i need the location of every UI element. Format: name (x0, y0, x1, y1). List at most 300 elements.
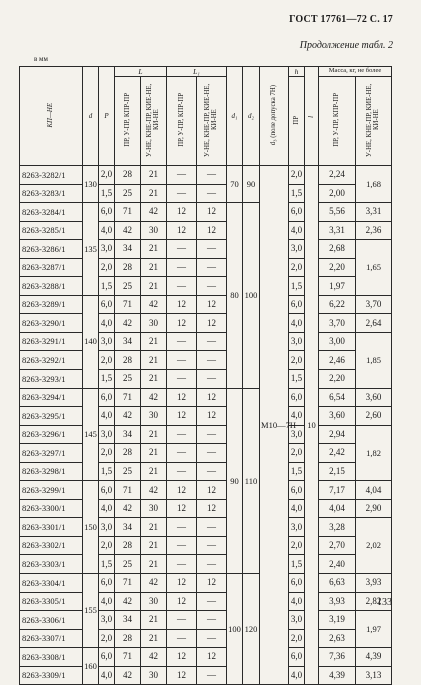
length-l1-pr: 12 (167, 592, 197, 611)
pitch-p: 2,0 (99, 629, 115, 648)
mass-ne-subheader: У-НЕ, КНЕ-ПР, КИЕ-НЕ, КИ-НЕ (356, 77, 392, 166)
length-l1-pr: 12 (167, 221, 197, 240)
mass-ne: 3,70 (356, 295, 392, 314)
mass-ne: 1,97 (356, 611, 392, 648)
col-kod-header: КП—НЕ (20, 67, 83, 166)
length-l1-pr: — (167, 555, 197, 574)
pitch-p: 1,5 (99, 370, 115, 389)
col-l-header: L (115, 67, 167, 77)
length-l-ne: 21 (141, 629, 167, 648)
mass-ne: 2,64 (356, 314, 392, 333)
pitch-p: 3,0 (99, 240, 115, 259)
col-mass-header: Масса, кг, не более (319, 67, 392, 77)
mass-pr: 2,46 (319, 351, 356, 370)
length-l-ne: 42 (141, 203, 167, 222)
gauge-spec-table (19, 66, 392, 685)
table-row (20, 574, 392, 593)
length-l-ne: 21 (141, 611, 167, 630)
mass-pr: 7,36 (319, 648, 356, 667)
pitch-p: 6,0 (99, 388, 115, 407)
length-l1-pr: — (167, 518, 197, 537)
gauge-code: 8263-3283/1 (20, 184, 83, 203)
pitch-p: 6,0 (99, 648, 115, 667)
table-row (20, 407, 392, 426)
length-l1-ne: 12 (197, 203, 227, 222)
mass-pr: 3,19 (319, 611, 356, 630)
length-l-ne: 30 (141, 221, 167, 240)
length-l1-ne: 12 (197, 314, 227, 333)
mass-ne: 2,90 (356, 499, 392, 518)
col-p-header: P (99, 67, 115, 166)
height-h: 4,0 (289, 407, 305, 426)
gauge-code: 8263-3291/1 (20, 332, 83, 351)
mass-ne: 1,65 (356, 240, 392, 296)
length-l1-ne: — (197, 370, 227, 389)
length-l-pr: 34 (115, 611, 141, 630)
length-l-ne: 21 (141, 277, 167, 296)
height-h: 2,0 (289, 351, 305, 370)
length-l-pr: 28 (115, 351, 141, 370)
table-row (20, 258, 392, 277)
length-l-ne: 21 (141, 351, 167, 370)
length-l-ne: 21 (141, 332, 167, 351)
length-l-ne: 21 (141, 444, 167, 463)
length-l1-pr: — (167, 462, 197, 481)
length-l-pr: 28 (115, 536, 141, 555)
height-h: 3,0 (289, 425, 305, 444)
length-l-pr: 71 (115, 648, 141, 667)
mass-ne: 1,82 (356, 425, 392, 481)
pitch-p: 2,0 (99, 258, 115, 277)
mass-ne: 2,36 (356, 221, 392, 240)
gauge-code: 8263-3308/1 (20, 648, 83, 667)
length-l1-pr: — (167, 258, 197, 277)
mass-ne: 1,85 (356, 332, 392, 388)
mass-pr: 2,20 (319, 258, 356, 277)
length-l-pr: 28 (115, 166, 141, 185)
table-row (20, 518, 392, 537)
gauge-code: 8263-3282/1 (20, 166, 83, 185)
length-l1-ne: — (197, 258, 227, 277)
length-l1-pr: 12 (167, 648, 197, 667)
gauge-code: 8263-3301/1 (20, 518, 83, 537)
col-l1-header: L₁ (167, 67, 227, 77)
length-l1-ne: — (197, 351, 227, 370)
length-l-ne: 21 (141, 536, 167, 555)
length-l1-pr: — (167, 240, 197, 259)
gauge-code: 8263-3297/1 (20, 444, 83, 463)
table-row (20, 240, 392, 259)
height-h: 4,0 (289, 314, 305, 333)
col-h-header: h (289, 67, 305, 77)
mass-pr: 3,00 (319, 332, 356, 351)
gauge-code: 8263-3289/1 (20, 295, 83, 314)
table-row (20, 388, 392, 407)
length-l1-pr: 12 (167, 481, 197, 500)
length-l-pr: 71 (115, 295, 141, 314)
table-body (20, 166, 392, 685)
gauge-code: 8263-3285/1 (20, 221, 83, 240)
table-row (20, 203, 392, 222)
mass-ne: 1,68 (356, 166, 392, 203)
gauge-code: 8263-3302/1 (20, 536, 83, 555)
height-h: 2,0 (289, 444, 305, 463)
diameter-d2: 120 (243, 574, 260, 685)
table-row (20, 444, 392, 463)
mass-pr: 2,68 (319, 240, 356, 259)
table-row (20, 592, 392, 611)
mass-pr: 6,54 (319, 388, 356, 407)
length-l-pr: 42 (115, 592, 141, 611)
pitch-p: 2,0 (99, 351, 115, 370)
page-number: 133 (377, 597, 392, 608)
mass-pr: 6,63 (319, 574, 356, 593)
thread-d3: M10—7H (260, 166, 289, 685)
height-h: 3,0 (289, 240, 305, 259)
mass-ne: 3,31 (356, 203, 392, 222)
gauge-code: 8263-3292/1 (20, 351, 83, 370)
length-l1-pr: — (167, 611, 197, 630)
mass-pr: 4,39 (319, 666, 356, 685)
pitch-p: 4,0 (99, 666, 115, 685)
length-l-pr: 25 (115, 370, 141, 389)
length-l-pr: 42 (115, 499, 141, 518)
mass-ne: 3,60 (356, 388, 392, 407)
length-l1-pr: — (167, 629, 197, 648)
gauge-code: 8263-3286/1 (20, 240, 83, 259)
diameter-d1: 90 (227, 388, 243, 573)
diameter-d1: 100 (227, 574, 243, 685)
height-h: 6,0 (289, 574, 305, 593)
pitch-p: 2,0 (99, 166, 115, 185)
mass-ne: 2,82 (356, 592, 392, 611)
col-d3-header: d₃ (поле допуска 7H) (260, 67, 289, 166)
length-l1-ne: — (197, 555, 227, 574)
length-l1-pr: — (167, 444, 197, 463)
length-l-pr: 34 (115, 425, 141, 444)
mass-pr: 3,28 (319, 518, 356, 537)
length-l1-pr: 12 (167, 666, 197, 685)
length-l-pr: 42 (115, 666, 141, 685)
table-row (20, 166, 392, 185)
length-l1-ne: — (197, 629, 227, 648)
height-h: 3,0 (289, 518, 305, 537)
height-h: 2,0 (289, 536, 305, 555)
pitch-p: 3,0 (99, 425, 115, 444)
length-l-small: 10 (305, 166, 319, 685)
table-row (20, 370, 392, 389)
mass-pr: 6,22 (319, 295, 356, 314)
length-l1-ne: 12 (197, 648, 227, 667)
gauge-code: 8263-3287/1 (20, 258, 83, 277)
mass-ne: 4,04 (356, 481, 392, 500)
units-label: в мм (34, 55, 48, 63)
height-h: 6,0 (289, 481, 305, 500)
mass-pr: 2,24 (319, 166, 356, 185)
length-l-ne: 30 (141, 592, 167, 611)
height-h: 2,0 (289, 629, 305, 648)
table-row (20, 555, 392, 574)
l-ne-subheader: У-НЕ, КНЕ-ПР, КИЕ-НЕ, КИ-НЕ (141, 77, 167, 166)
length-l1-pr: 12 (167, 314, 197, 333)
gost-header: ГОСТ 17761—72 С. 17 (289, 14, 393, 25)
height-h: 6,0 (289, 203, 305, 222)
mass-pr: 2,15 (319, 462, 356, 481)
length-l-ne: 42 (141, 648, 167, 667)
length-l1-ne: — (197, 444, 227, 463)
mass-ne: 2,60 (356, 407, 392, 426)
length-l-ne: 21 (141, 184, 167, 203)
length-l-ne: 30 (141, 407, 167, 426)
height-h: 1,5 (289, 184, 305, 203)
gauge-code: 8263-3284/1 (20, 203, 83, 222)
length-l1-pr: — (167, 184, 197, 203)
length-l-pr: 71 (115, 574, 141, 593)
pitch-p: 4,0 (99, 221, 115, 240)
length-l1-ne: 12 (197, 407, 227, 426)
height-h: 6,0 (289, 388, 305, 407)
pitch-p: 6,0 (99, 574, 115, 593)
length-l-ne: 21 (141, 240, 167, 259)
length-l1-ne: — (197, 425, 227, 444)
length-l1-ne: 12 (197, 221, 227, 240)
length-l1-ne: — (197, 240, 227, 259)
height-h: 6,0 (289, 648, 305, 667)
diameter-d: 145 (83, 388, 99, 481)
length-l-ne: 21 (141, 518, 167, 537)
length-l1-pr: 12 (167, 574, 197, 593)
pitch-p: 3,0 (99, 611, 115, 630)
diameter-d2: 110 (243, 388, 260, 573)
mass-pr: 2,20 (319, 370, 356, 389)
length-l-pr: 71 (115, 203, 141, 222)
pitch-p: 4,0 (99, 499, 115, 518)
mass-pr: 2,94 (319, 425, 356, 444)
gauge-code: 8263-3306/1 (20, 611, 83, 630)
gauge-code: 8263-3309/1 (20, 666, 83, 685)
height-h: 1,5 (289, 370, 305, 389)
length-l-pr: 42 (115, 314, 141, 333)
height-h: 2,0 (289, 166, 305, 185)
pitch-p: 1,5 (99, 277, 115, 296)
gauge-code: 8263-3303/1 (20, 555, 83, 574)
length-l-ne: 42 (141, 481, 167, 500)
height-h: 2,0 (289, 258, 305, 277)
mass-ne: 3,13 (356, 666, 392, 685)
table-row (20, 425, 392, 444)
col-d-header: d (83, 67, 99, 166)
length-l-ne: 30 (141, 314, 167, 333)
mass-pr: 5,56 (319, 203, 356, 222)
length-l-pr: 25 (115, 555, 141, 574)
diameter-d: 140 (83, 295, 99, 388)
h-pr-subheader: ПР (289, 77, 305, 166)
length-l-ne: 21 (141, 462, 167, 481)
gauge-code: 8263-3304/1 (20, 574, 83, 593)
diameter-d2: 100 (243, 203, 260, 388)
mass-pr: 2,70 (319, 536, 356, 555)
table-continuation-caption: Продолжение табл. 2 (299, 40, 393, 51)
length-l1-pr: 12 (167, 388, 197, 407)
diameter-d2: 90 (243, 166, 260, 203)
length-l1-ne: 12 (197, 295, 227, 314)
length-l-pr: 34 (115, 332, 141, 351)
length-l1-ne: — (197, 184, 227, 203)
mass-pr: 7,17 (319, 481, 356, 500)
mass-pr: 3,60 (319, 407, 356, 426)
height-h: 4,0 (289, 666, 305, 685)
length-l1-ne: — (197, 332, 227, 351)
gauge-code: 8263-3299/1 (20, 481, 83, 500)
height-h: 3,0 (289, 611, 305, 630)
length-l-ne: 30 (141, 499, 167, 518)
table-row (20, 666, 392, 685)
diameter-d: 155 (83, 574, 99, 648)
length-l-ne: 21 (141, 166, 167, 185)
length-l1-ne: 12 (197, 574, 227, 593)
mass-pr: 3,31 (319, 221, 356, 240)
pitch-p: 1,5 (99, 555, 115, 574)
table-row (20, 629, 392, 648)
l-pr-subheader: ПР, У-ПР, КПР-ПР (115, 77, 141, 166)
gauge-code: 8263-3295/1 (20, 407, 83, 426)
length-l-ne: 42 (141, 295, 167, 314)
length-l-pr: 71 (115, 388, 141, 407)
length-l1-pr: — (167, 425, 197, 444)
length-l1-ne: — (197, 611, 227, 630)
l1-ne-subheader: У-НЕ, КНЕ-ПР, КИЕ-НЕ, КИ-НЕ (197, 77, 227, 166)
mass-ne: 3,93 (356, 574, 392, 593)
length-l1-ne: — (197, 277, 227, 296)
length-l1-pr: — (167, 277, 197, 296)
length-l1-ne: — (197, 592, 227, 611)
diameter-d1: 70 (227, 166, 243, 203)
mass-ne: 2,02 (356, 518, 392, 574)
pitch-p: 2,0 (99, 536, 115, 555)
mass-pr: 4,04 (319, 499, 356, 518)
pitch-p: 3,0 (99, 518, 115, 537)
length-l-pr: 42 (115, 407, 141, 426)
length-l-ne: 21 (141, 258, 167, 277)
pitch-p: 4,0 (99, 592, 115, 611)
diameter-d: 135 (83, 203, 99, 296)
diameter-d1: 80 (227, 203, 243, 388)
col-d1-header: d₁ (227, 67, 243, 166)
length-l-pr: 25 (115, 277, 141, 296)
table-row (20, 332, 392, 351)
length-l1-pr: 12 (167, 407, 197, 426)
height-h: 4,0 (289, 221, 305, 240)
table-row (20, 481, 392, 500)
height-h: 4,0 (289, 499, 305, 518)
table-row (20, 351, 392, 370)
length-l1-pr: — (167, 536, 197, 555)
gauge-code: 8263-3298/1 (20, 462, 83, 481)
col-d2-header: d₂ (243, 67, 260, 166)
diameter-d: 160 (83, 648, 99, 685)
l1-pr-subheader: ПР, У-ПР, КПР-ПР (167, 77, 197, 166)
mass-pr: 1,97 (319, 277, 356, 296)
mass-pr: 2,40 (319, 555, 356, 574)
length-l-pr: 25 (115, 462, 141, 481)
length-l1-ne: 12 (197, 388, 227, 407)
height-h: 6,0 (289, 295, 305, 314)
length-l-pr: 42 (115, 221, 141, 240)
table-row (20, 314, 392, 333)
length-l1-ne: 12 (197, 481, 227, 500)
gauge-code: 8263-3296/1 (20, 425, 83, 444)
mass-pr-subheader: ПР, У-ПР, КПР-ПР (319, 77, 356, 166)
gauge-code: 8263-3288/1 (20, 277, 83, 296)
height-h: 1,5 (289, 277, 305, 296)
height-h: 1,5 (289, 462, 305, 481)
length-l-pr: 25 (115, 184, 141, 203)
length-l1-pr: 12 (167, 499, 197, 518)
length-l-pr: 28 (115, 444, 141, 463)
pitch-p: 3,0 (99, 332, 115, 351)
height-h: 3,0 (289, 332, 305, 351)
mass-pr: 3,93 (319, 592, 356, 611)
pitch-p: 6,0 (99, 203, 115, 222)
length-l-pr: 28 (115, 258, 141, 277)
length-l-pr: 34 (115, 240, 141, 259)
pitch-p: 4,0 (99, 314, 115, 333)
gauge-code: 8263-3290/1 (20, 314, 83, 333)
mass-pr: 2,63 (319, 629, 356, 648)
pitch-p: 1,5 (99, 184, 115, 203)
length-l-pr: 71 (115, 481, 141, 500)
col-l-small-header: l (305, 67, 319, 166)
gauge-code: 8263-3293/1 (20, 370, 83, 389)
length-l-ne: 42 (141, 388, 167, 407)
mass-pr: 2,42 (319, 444, 356, 463)
length-l1-ne: — (197, 166, 227, 185)
length-l-ne: 42 (141, 574, 167, 593)
pitch-p: 6,0 (99, 295, 115, 314)
gauge-code: 8263-3307/1 (20, 629, 83, 648)
pitch-p: 6,0 (99, 481, 115, 500)
pitch-p: 4,0 (99, 407, 115, 426)
table-row (20, 295, 392, 314)
length-l1-pr: 12 (167, 203, 197, 222)
gauge-code: 8263-3300/1 (20, 499, 83, 518)
gauge-code: 8263-3294/1 (20, 388, 83, 407)
length-l1-pr: 12 (167, 295, 197, 314)
table-row (20, 611, 392, 630)
length-l1-pr: — (167, 166, 197, 185)
table-row (20, 221, 392, 240)
length-l-pr: 28 (115, 629, 141, 648)
length-l-ne: 21 (141, 555, 167, 574)
length-l1-pr: — (167, 332, 197, 351)
length-l-ne: 21 (141, 370, 167, 389)
gauge-code: 8263-3305/1 (20, 592, 83, 611)
length-l1-ne: — (197, 462, 227, 481)
length-l-ne: 21 (141, 425, 167, 444)
table-row (20, 462, 392, 481)
height-h: 4,0 (289, 592, 305, 611)
pitch-p: 1,5 (99, 462, 115, 481)
mass-pr: 2,00 (319, 184, 356, 203)
table-row (20, 277, 392, 296)
height-h: 1,5 (289, 555, 305, 574)
diameter-d: 130 (83, 166, 99, 203)
diameter-d: 150 (83, 481, 99, 574)
pitch-p: 2,0 (99, 444, 115, 463)
length-l-pr: 34 (115, 518, 141, 537)
length-l1-ne: — (197, 518, 227, 537)
length-l1-ne: 12 (197, 499, 227, 518)
